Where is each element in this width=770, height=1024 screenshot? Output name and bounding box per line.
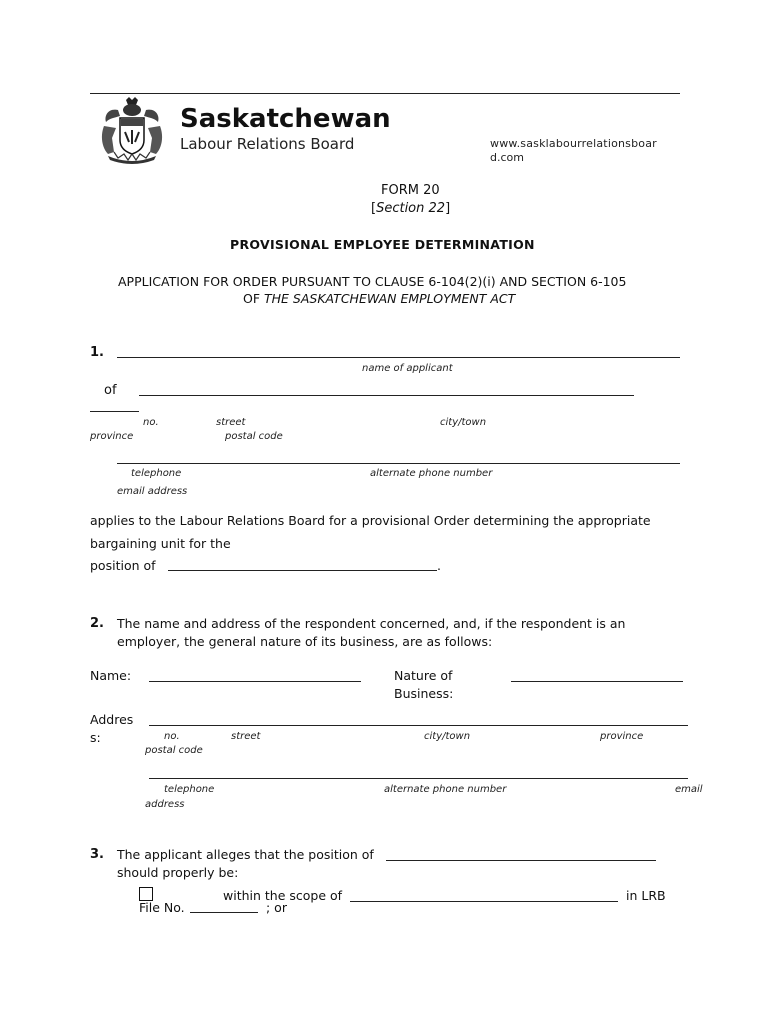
caption-r-no: no.	[164, 731, 180, 742]
applicant-address-field-cont[interactable]	[90, 411, 139, 412]
applies-paragraph-line2: bargaining unit for the	[90, 536, 231, 551]
file-no-field[interactable]	[190, 912, 258, 913]
form-subtitle-line2	[243, 291, 515, 306]
of-label: of	[104, 383, 117, 398]
or-label: ; or	[266, 900, 287, 915]
caption-province: province	[90, 431, 134, 442]
caption-postal: postal code	[225, 431, 283, 442]
applicant-address-field[interactable]	[139, 395, 634, 396]
respondent-phone-field[interactable]	[149, 778, 688, 779]
coat-of-arms-logo	[98, 96, 166, 166]
position-of-label: position of	[90, 558, 156, 573]
act-name: THE SASKATCHEWAN EMPLOYMENT ACT	[264, 291, 516, 306]
section-2-text-line2: employer, the general nature of its business, are as follows:	[117, 634, 493, 649]
caption-email: email address	[117, 486, 188, 497]
section-1-number: 1.	[90, 345, 104, 360]
section-3-text-line1: The applicant alleges that the position of	[117, 847, 374, 862]
section-3-text-line2: should properly be:	[117, 865, 239, 880]
top-rule	[90, 93, 680, 94]
nature-label-line1: Nature of	[394, 668, 453, 683]
respondent-name-label: Name:	[90, 668, 132, 683]
caption-telephone: telephone	[131, 468, 182, 479]
website-url-line1: www.sasklabourrelationsboar	[490, 137, 657, 150]
applies-paragraph-line1: applies to the Labour Relations Board for a provisional Order determining the appropriate	[90, 513, 651, 528]
alleged-position-field[interactable]	[386, 860, 656, 861]
caption-street: street	[216, 417, 246, 428]
section-2-number: 2.	[90, 616, 104, 631]
file-no-label: File No.	[139, 900, 185, 915]
org-name: Saskatchewan	[180, 104, 391, 134]
section-2-text-line1: The name and address of the respondent concerned, and, if the respondent is an	[117, 616, 626, 631]
scope-field[interactable]	[350, 901, 618, 902]
caption-r-province: province	[600, 731, 644, 742]
respondent-name-field[interactable]	[149, 681, 361, 682]
applicant-name-caption: name of applicant	[362, 363, 453, 374]
position-field[interactable]	[168, 570, 437, 571]
form-title: PROVISIONAL EMPLOYEE DETERMINATION	[230, 237, 535, 252]
section-bracket-open: [	[371, 201, 377, 216]
caption-no: no.	[143, 417, 159, 428]
caption-city: city/town	[440, 417, 487, 428]
caption-alt-phone: alternate phone number	[370, 468, 493, 479]
section-reference	[371, 201, 450, 216]
address-label-line2: s:	[90, 730, 101, 745]
caption-r-email: email	[675, 784, 703, 795]
nature-of-business-field[interactable]	[511, 681, 683, 682]
caption-r-address: address	[145, 799, 185, 810]
caption-r-city: city/town	[424, 731, 471, 742]
caption-r-postal: postal code	[145, 745, 203, 756]
website-url-line2: d.com	[490, 151, 524, 164]
caption-r-street: street	[231, 731, 261, 742]
position-period: .	[437, 558, 441, 573]
caption-r-telephone: telephone	[164, 784, 215, 795]
section-3-number: 3.	[90, 847, 104, 862]
subtitle-of: OF	[243, 291, 265, 306]
applicant-phone-field[interactable]	[117, 463, 680, 464]
form-number: FORM 20	[381, 183, 440, 198]
section-bracket-close: ]	[445, 201, 451, 216]
in-lrb-label: in LRB	[626, 888, 666, 903]
form-subtitle-line1: APPLICATION FOR ORDER PURSUANT TO CLAUSE 6-104(2)(i) AND SECTION 6-105	[118, 274, 627, 289]
section-ref-text: Section 22	[376, 201, 446, 216]
respondent-address-field[interactable]	[149, 725, 688, 726]
caption-r-alt-phone: alternate phone number	[384, 784, 507, 795]
within-scope-checkbox[interactable]	[139, 887, 153, 901]
nature-label-line2: Business:	[394, 686, 454, 701]
address-label-line1: Addres	[90, 712, 134, 727]
org-subtitle: Labour Relations Board	[180, 135, 355, 153]
within-scope-label: within the scope of	[223, 888, 343, 903]
applicant-name-field[interactable]	[117, 357, 680, 358]
